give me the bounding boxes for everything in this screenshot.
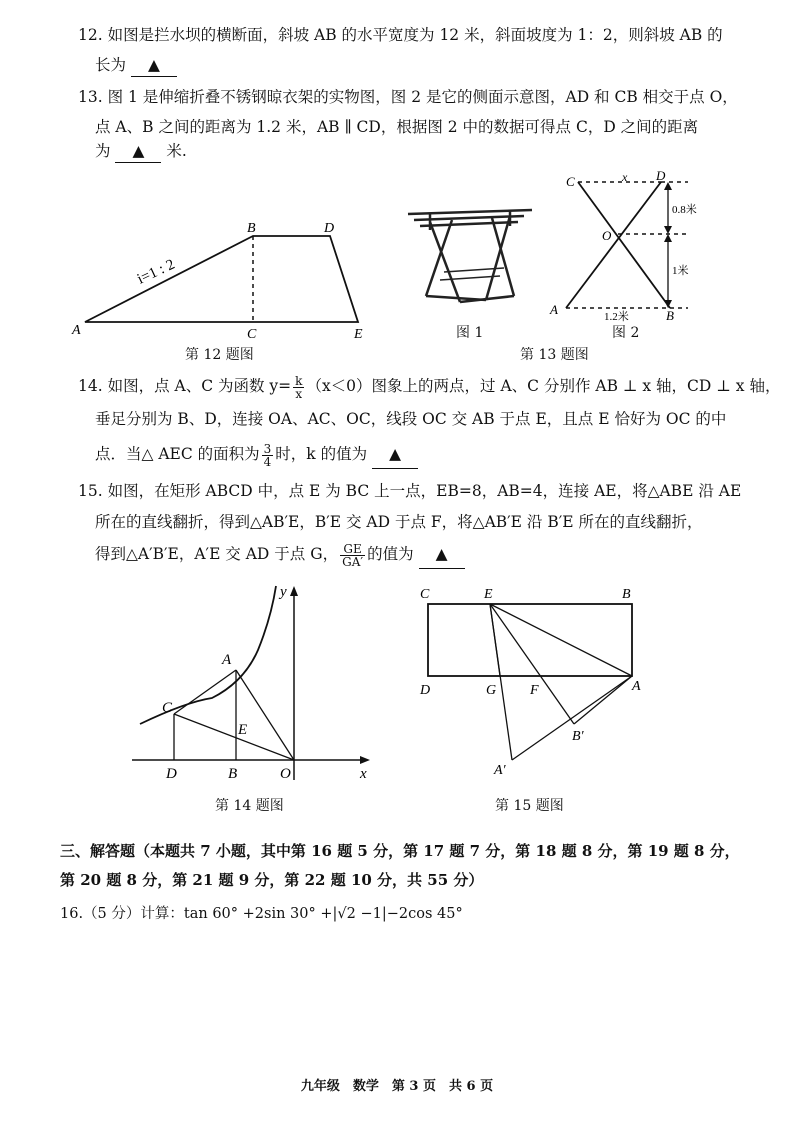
fig14-y-label: y xyxy=(280,584,287,600)
fig12-slope-label: i=1 : 2 xyxy=(134,256,178,288)
q13-answer-blank[interactable]: ▲ xyxy=(115,140,161,163)
fig15-point-f: F xyxy=(530,683,539,698)
fig15-point-a: A xyxy=(632,679,641,694)
fig15-diagram xyxy=(414,580,654,780)
fig15-caption: 第 15 题图 xyxy=(495,798,564,814)
fig14-point-a: A xyxy=(222,652,232,668)
fig13-point-a: A xyxy=(550,302,558,317)
q14-frac-den: x xyxy=(295,386,303,401)
q15-frac-den: GA′ xyxy=(342,554,364,569)
q13-prefix: 为 xyxy=(95,142,111,160)
section3-heading-line2: 第 20 题 8 分，第 21 题 9 分，第 22 题 10 分，共 55 分） xyxy=(60,871,484,889)
q13-line3 xyxy=(95,140,187,163)
q14-area-num: 3 xyxy=(263,441,272,456)
q14-frac-num: k xyxy=(295,373,303,388)
fig14-x-label: x xyxy=(360,766,367,782)
fig12-point-d: D xyxy=(324,221,335,236)
fig14-point-o: O xyxy=(280,766,291,782)
fig13-rack-image xyxy=(400,200,540,320)
fig12-point-a: A xyxy=(72,323,81,338)
fig15-point-a-prime: A′ xyxy=(494,763,506,778)
fig13-top-dim: 0.8米 xyxy=(672,204,697,216)
q14-area-den: 4 xyxy=(263,454,272,469)
fig15-point-c: C xyxy=(420,587,430,602)
fig13-bottom-dim: 1米 xyxy=(672,265,689,277)
q14-line2: 垂足分别为 B、D，连接 OA、AC、OC，线段 OC 交 AB 于点 E，且点 E 恰好为 OC 的中 xyxy=(95,410,727,428)
q14-line1-a: 14. 如图，点 A、C 为函数 y= xyxy=(78,377,292,395)
q15-fraction xyxy=(340,543,365,568)
q15-line3-a: 得到△A′B′E，A′E 交 AD 于点 G， xyxy=(95,545,339,563)
q12-line1: 12. 如图是拦水坝的横断面，斜坡 AB 的水平宽度为 12 米，斜面坡度为 1：2，则斜坡 AB 的 xyxy=(78,26,723,44)
fig15-point-b-prime: B′ xyxy=(572,729,584,744)
fig13-image1-label: 图 1 xyxy=(456,325,484,341)
fig13-point-c: C xyxy=(566,174,575,189)
section3-heading-line1: 三、解答题（本题共 7 小题，其中第 16 题 5 分，第 17 题 7 分，第 18 题 8 分，第 19 题 8 分， xyxy=(60,842,740,860)
q13-line2: 点 A、B 之间的距离为 1.2 米，AB ∥ CD，根据图 2 中的数据可得点 C，D 之间的距离 xyxy=(95,118,699,136)
q15-frac-num: GE xyxy=(340,543,365,556)
fig15-point-b: B xyxy=(622,587,631,602)
page-footer: 九年级 数学 第 3 页 共 6 页 xyxy=(300,1079,494,1094)
fig15-point-d: D xyxy=(420,683,431,698)
fig12-diagram xyxy=(70,218,380,348)
q15-line1: 15. 如图，在矩形 ABCD 中，点 E 为 BC 上一点，EB=8，AB=4，连接 AE，将△ABE 沿 AE xyxy=(78,482,742,500)
q15-line3-b: 的值为 xyxy=(367,545,414,563)
q14-answer-blank[interactable]: ▲ xyxy=(372,440,418,469)
q15-line3 xyxy=(95,540,465,569)
fig12-point-b: B xyxy=(247,221,256,236)
fig13-caption: 第 13 题图 xyxy=(520,347,589,363)
fig13-side-diagram xyxy=(548,168,718,323)
q13-line1: 13. 图 1 是伸缩折叠不锈钢晾衣架的实物图，图 2 是它的侧面示意图，AD 和 CB 相交于点 O， xyxy=(78,88,738,106)
q12-answer-blank[interactable]: ▲ xyxy=(131,54,177,77)
q14-line3-b: 时，k 的值为 xyxy=(275,445,368,463)
q14-area-fraction xyxy=(262,443,274,468)
fig13-x-label: x xyxy=(622,170,628,184)
fig14-point-d: D xyxy=(166,766,177,782)
fig13-point-d: D xyxy=(656,168,666,183)
fig14-diagram xyxy=(126,580,386,790)
fig12-point-c: C xyxy=(247,327,257,342)
fig15-point-e: E xyxy=(484,587,493,602)
q14-line1 xyxy=(78,372,780,400)
fig14-point-b: B xyxy=(228,766,238,782)
q12-prefix: 长为 xyxy=(95,56,127,74)
fig13-point-b: B xyxy=(666,308,674,323)
fig12-point-e: E xyxy=(354,327,363,342)
q15-line2: 所在的直线翻折，得到△AB′E，B′E 交 AD 于点 F，将△AB′E 沿 B′E 所在的直线翻折， xyxy=(95,513,703,531)
q15-answer-blank[interactable]: ▲ xyxy=(419,540,465,569)
q12-line2 xyxy=(95,54,177,77)
fig12-caption: 第 12 题图 xyxy=(185,347,254,363)
q14-line3 xyxy=(95,440,418,469)
fig14-caption: 第 14 题图 xyxy=(215,798,284,814)
q14-line3-a: 点．当△ AEC 的面积为 xyxy=(95,445,260,463)
fig13-image2-label: 图 2 xyxy=(612,325,640,341)
fig15-point-g: G xyxy=(486,683,497,698)
q14-fraction xyxy=(293,375,304,400)
q14-line1-b: （x＜0）图象上的两点，过 A、C 分别作 AB ⊥ x 轴，CD ⊥ x 轴， xyxy=(306,377,781,395)
fig13-ab-dim: 1.2米 xyxy=(604,311,629,323)
q16-prefix: 16.（5 分）计算： xyxy=(60,906,184,922)
q13-suffix: 米. xyxy=(166,142,187,160)
fig14-point-e: E xyxy=(238,722,248,738)
q16-line xyxy=(60,903,463,925)
fig14-point-c: C xyxy=(162,700,173,716)
fig13-point-o: O xyxy=(602,228,612,243)
q16-expression: tan 60° +2sin 30° +|√2 −1|−2cos 45° xyxy=(183,906,463,922)
